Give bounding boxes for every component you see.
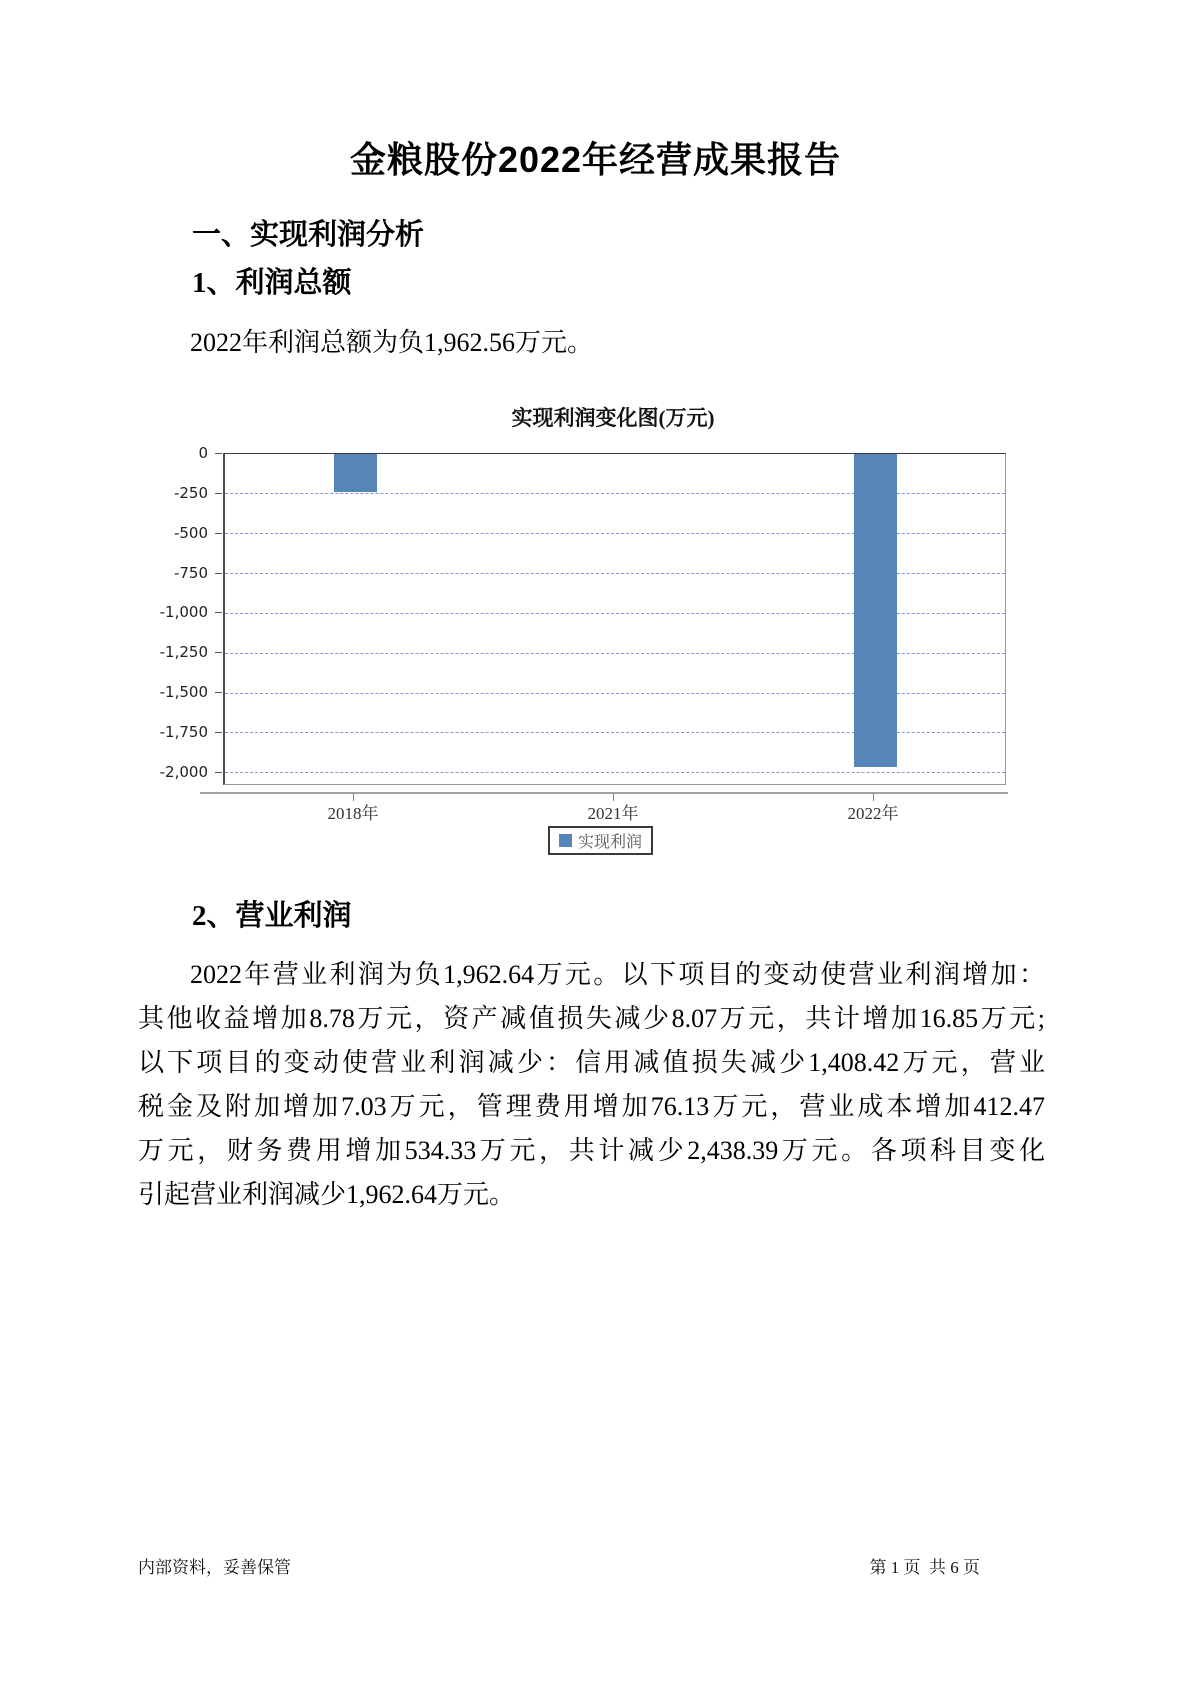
y-axis-tick	[215, 493, 222, 494]
x-axis-tick-label: 2021年	[587, 804, 639, 823]
y-axis-tick-label: -250	[173, 483, 208, 502]
y-axis-tick	[215, 772, 222, 773]
y-axis-tick-label: -1,750	[159, 722, 208, 741]
y-axis-tick	[215, 533, 222, 534]
footer-page-number: 第 1 页 共 6 页	[869, 1558, 980, 1577]
paragraph-line: 万元，财务费用增加534.33万元，共计减少2,438.39万元。各项科目变化	[138, 1136, 1045, 1165]
y-axis-tick-label: -1,250	[159, 643, 208, 662]
chart-legend	[548, 826, 653, 855]
bar-2022年	[854, 454, 897, 767]
y-axis-tick	[215, 453, 222, 454]
paragraph-line: 2022年营业利润为负1,962.64万元。以下项目的变动使营业利润增加：	[190, 960, 1045, 989]
y-axis-tick-label: -2,000	[159, 762, 208, 781]
paragraph-line: 税金及附加增加7.03万元，管理费用增加76.13万元，营业成本增加412.47	[138, 1092, 1045, 1121]
y-axis-tick-label: -500	[173, 523, 208, 542]
section-heading-profit-analysis: 一、实现利润分析	[192, 219, 425, 251]
paragraph-operating-profit	[138, 953, 1045, 1217]
x-axis-tick-label: 2022年	[847, 804, 899, 823]
y-axis-tick	[215, 692, 222, 693]
paragraph-line: 以下项目的变动使营业利润减少：信用减值损失减少1,408.42万元，营业	[138, 1048, 1045, 1077]
subsection-heading-operating-profit: 2、营业利润	[192, 900, 352, 932]
y-axis-tick-label: -1,500	[159, 683, 208, 702]
y-axis-tick	[215, 573, 222, 574]
page-title: 金粮股份2022年经营成果报告	[349, 139, 842, 180]
x-axis-tick-label: 2018年	[327, 804, 379, 823]
y-axis-tick-label: -750	[173, 563, 208, 582]
y-axis-tick-label: 0	[198, 444, 208, 462]
paragraph-line: 其他收益增加8.78万元，资产减值损失减少8.07万元，共计增加16.85万元;	[138, 1004, 1045, 1033]
footer-confidential-note: 内部资料，妥善保管	[138, 1558, 291, 1577]
bar-2018年	[334, 454, 377, 492]
legend-label: 实现利润	[578, 834, 643, 851]
y-axis-tick-label: -1,000	[159, 603, 208, 622]
y-axis-tick	[215, 732, 222, 733]
y-axis-tick	[215, 652, 222, 653]
x-axis-line	[200, 792, 1008, 794]
paragraph-line: 引起营业利润减少1,962.64万元。	[138, 1180, 516, 1209]
y-axis-tick	[215, 612, 222, 613]
subsection-heading-total-profit: 1、利润总额	[192, 267, 352, 299]
gridline	[225, 772, 1005, 773]
plot-area	[223, 453, 1006, 785]
paragraph-total-profit: 2022年利润总额为负1,962.56万元。	[190, 328, 594, 357]
chart-title: 实现利润变化图(万元)	[511, 406, 715, 430]
legend-swatch-icon	[559, 834, 572, 847]
